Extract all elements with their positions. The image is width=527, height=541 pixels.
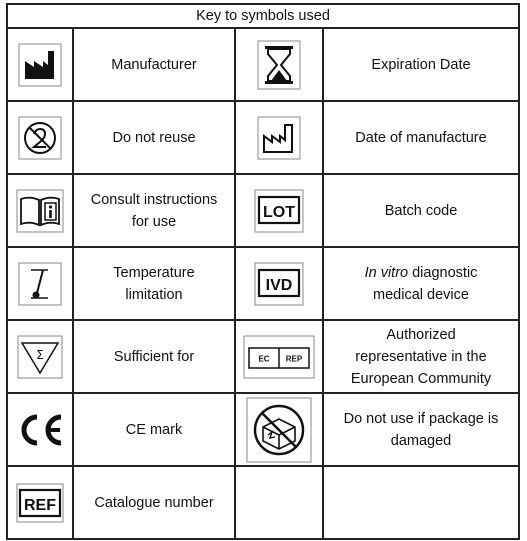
- table-row: [7, 466, 519, 539]
- label-consult-instructions: Consult instructions for use: [73, 174, 235, 247]
- date-of-manufacture-icon: [235, 101, 323, 174]
- label-damaged-package: Do not use if package is damaged: [323, 393, 519, 466]
- damaged-package-icon: [235, 393, 323, 466]
- ec-rep-icon: [235, 320, 323, 393]
- ec-text: EC: [258, 354, 270, 363]
- label-sufficient-for: Sufficient for: [73, 320, 235, 393]
- label-authorized-rep: Authorized representative in the European Community: [323, 320, 519, 393]
- table-row: [7, 28, 519, 101]
- symbols-key-table: [6, 3, 520, 540]
- table-row: [7, 393, 519, 466]
- batch-code-icon: [235, 174, 323, 247]
- ref-icon: [7, 466, 73, 539]
- label-ce-mark: CE mark: [73, 393, 235, 466]
- temperature-limitation-icon: [7, 247, 73, 320]
- table-row: [7, 320, 519, 393]
- table-title: Key to symbols used: [7, 4, 519, 28]
- label-date-of-manufacture: Date of manufacture: [323, 101, 519, 174]
- label-batch-code: Batch code: [323, 174, 519, 247]
- label-expiration-date: Expiration Date: [323, 28, 519, 101]
- empty-cell: [323, 466, 519, 539]
- table-row: [7, 174, 519, 247]
- label-do-not-reuse: Do not reuse: [73, 101, 235, 174]
- label-manufacturer: Manufacturer: [73, 28, 235, 101]
- label-temperature-limitation: Temperature limitation: [73, 247, 235, 320]
- sigma-text: Σ: [36, 347, 44, 362]
- ce-mark-icon: [7, 393, 73, 466]
- ivd-icon: [235, 247, 323, 320]
- sufficient-for-icon: [7, 320, 73, 393]
- manufacturer-icon: [7, 28, 73, 101]
- table-row: [7, 101, 519, 174]
- empty-cell: [235, 466, 323, 539]
- consult-instructions-icon: [7, 174, 73, 247]
- label-catalogue-number: Catalogue number: [73, 466, 235, 539]
- lot-text: LOT: [263, 203, 295, 221]
- ivd-text: IVD: [265, 276, 293, 294]
- rep-text: REP: [285, 354, 303, 363]
- do-not-reuse-icon: [7, 101, 73, 174]
- expiration-date-icon: [235, 28, 323, 101]
- label-ivd: In vitro diagnostic medical device: [323, 247, 519, 320]
- table-row: [7, 247, 519, 320]
- ref-text: REF: [24, 496, 56, 514]
